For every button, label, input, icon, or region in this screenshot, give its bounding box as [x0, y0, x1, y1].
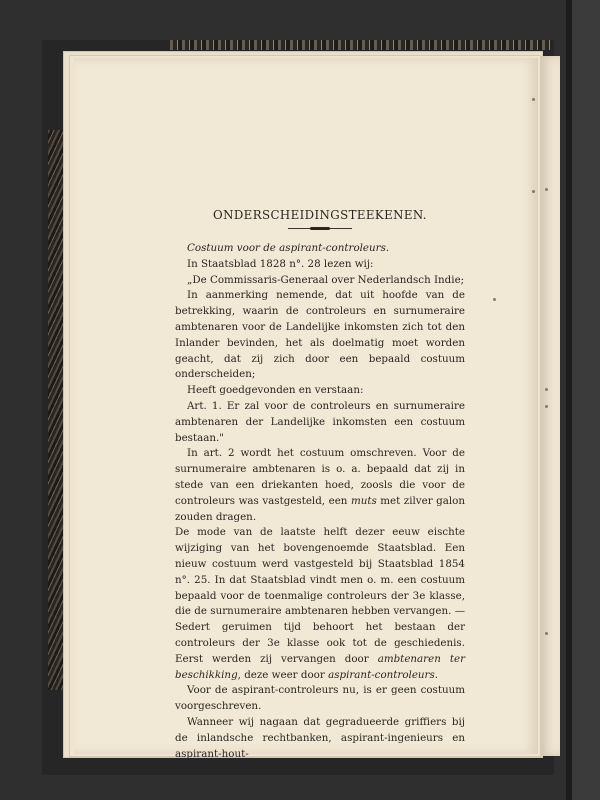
italic-term: ambtenaren ter beschikking — [175, 652, 465, 681]
paragraph: In aanmerking nemende, dat uit hoofde van de betrekking, waarin de controleurs en surnumeraire ambtenaren voor de Landelijke inkomsten zich tot den Inlander bevinden, het als doelmatig moet worden geacht, dat zij zich door een bepaald costuum onderscheiden; — [175, 289, 465, 381]
paragraph — [175, 446, 465, 525]
page-speck — [532, 98, 535, 101]
paragraph — [175, 525, 465, 683]
paragraph: Wanneer wij nagaan dat gegradueerde griffiers bij de inlandsche rechtbanken, aspirant-ingenieurs en aspirant-hout- — [175, 715, 465, 760]
text-run: In art. 2 wordt het costuum omschreven. Voor de surnumeraire ambtenaren is o. a. bepaald dat zij in stede van een driekanten hoed, zoosls die voor de controleurs was vastgesteld, een — [175, 447, 465, 507]
page-speck — [545, 388, 548, 391]
page-heading: ONDERSCHEIDINGSTEEKENEN. — [213, 208, 427, 222]
page-speck — [545, 632, 548, 635]
background-right — [572, 0, 600, 800]
page-content — [175, 208, 465, 762]
paragraph: Art. 1. Er zal voor de controleurs en surnumeraire ambtenaren der Landelijke inkomsten een costuum bestaan." — [175, 399, 465, 444]
page-speck — [532, 190, 535, 193]
heading-ornament — [288, 228, 352, 229]
paragraph: In Staatsblad 1828 n°. 28 lezen wij: — [187, 257, 374, 270]
page-speck — [545, 405, 548, 408]
text-run: De mode van de laatste helft dezer eeuw eischte wijziging van het bovengenoemde Staatsblad. Een nieuw costuum werd vastgesteld bij Staatsblad 1854 n°. 25. In dat Staatsblad vindt men o. m. een costuum bepaald voor de toenmalige controleurs der 3e klasse, die de surnumeraire ambtenaren hebben vervangen. — Sedert geruimen tijd behoort het bestaan der controleurs der 3e klasse ook tot de geschiedenis. Eerst werden zij vervangen door — [175, 526, 465, 665]
marbled-edge-top — [170, 40, 550, 50]
page-speck — [493, 298, 496, 301]
section-subtitle: Costuum voor de aspirant-controleurs. — [187, 242, 390, 254]
paragraph: Heeft goedgevonden en verstaan: — [187, 384, 364, 397]
paragraph: „De Commissaris-Generaal over Nederlandsch Indie; — [187, 273, 465, 286]
italic-term: aspirant-controleurs. — [328, 668, 439, 681]
paragraph: Voor de aspirant-controleurs nu, is er geen costuum voorgeschreven. — [175, 684, 465, 713]
italic-term: muts — [350, 494, 377, 507]
text-run: met zilver galon zouden dragen. — [175, 494, 466, 523]
text-run: , deze weer door — [237, 668, 329, 681]
page-speck — [545, 188, 548, 191]
facing-page-edge — [540, 56, 560, 756]
